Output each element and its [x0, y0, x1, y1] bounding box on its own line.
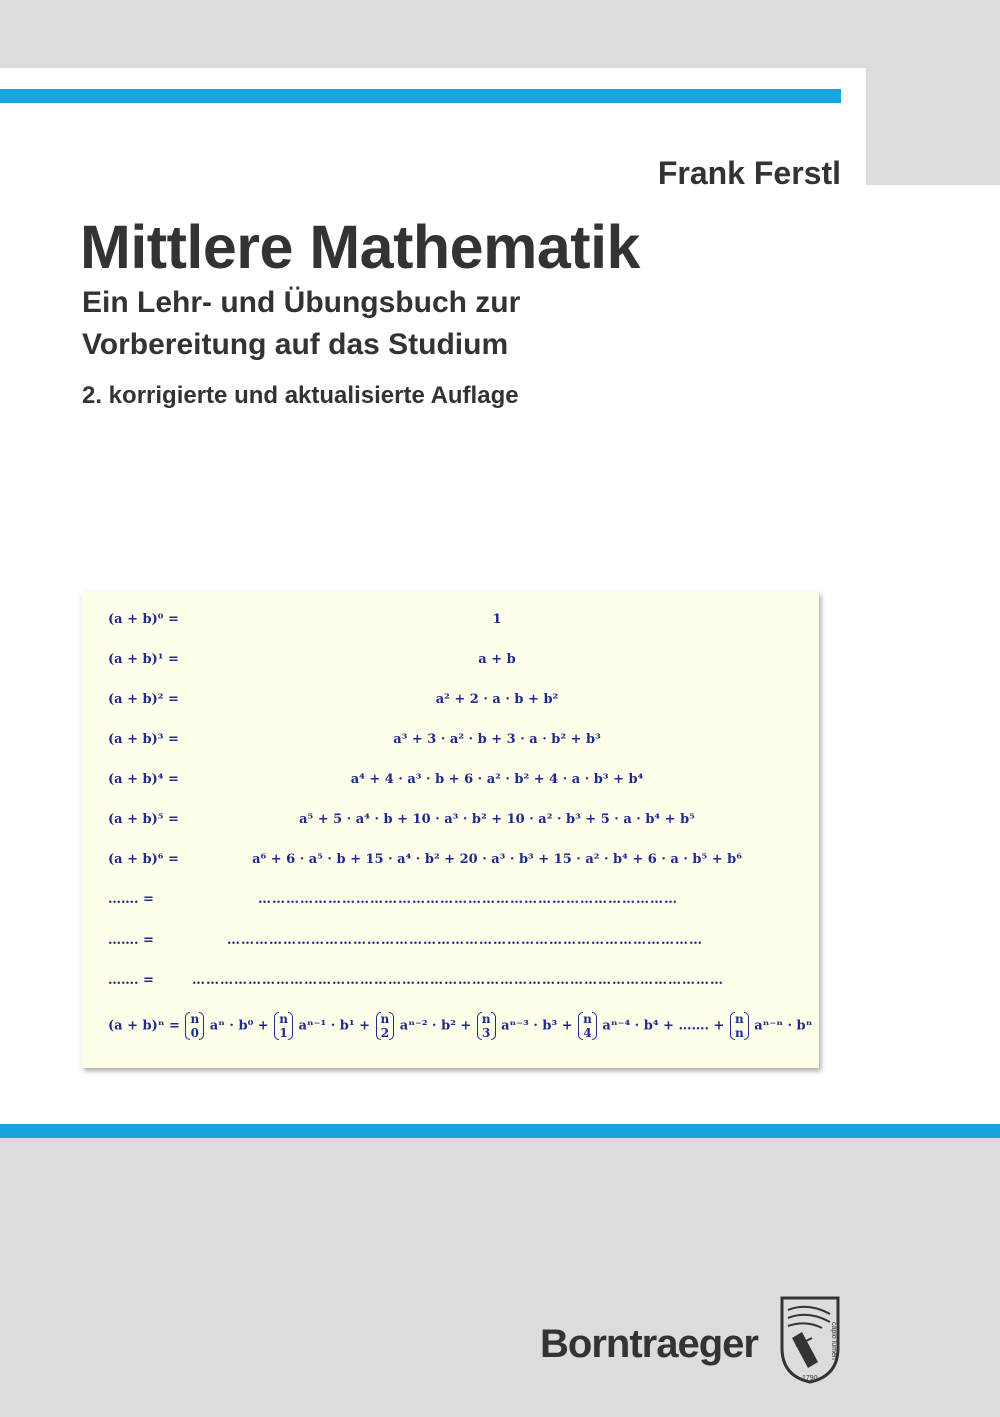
- subtitle-line-1: Ein Lehr- und Übungsbuch zur: [82, 286, 521, 319]
- formula-rhs: a² + 2 · a · b + b²: [435, 692, 559, 707]
- formula-row: [82, 852, 819, 876]
- dot-placeholder: …………………………………………………………………………………………: [227, 933, 703, 948]
- general-formula-row: [82, 1012, 819, 1048]
- publisher-logo-icon: [778, 1292, 842, 1386]
- formula-term: aⁿ⁻⁴ · b⁴ + ……. +: [602, 1018, 725, 1034]
- cover-sheet-extension: [866, 185, 1000, 1128]
- formula-rhs: a⁶ + 6 · a⁵ · b + 15 · a⁴ · b² + 20 · a³ · b³ + 15 · a² · b⁴ + 6 · a · b⁵ + b⁶: [252, 852, 742, 867]
- formula-term: aⁿ⁻¹ · b¹ +: [298, 1018, 370, 1034]
- formula-lhs: (a + b)ⁿ =: [108, 1018, 180, 1034]
- logo-motto: capio lumen: [830, 1322, 837, 1360]
- formula-row: [82, 732, 819, 756]
- formula-rhs: a + b: [478, 652, 516, 667]
- binomial-coefficient: n 3: [477, 1012, 496, 1040]
- formula-lhs: (a + b)³ =: [108, 732, 179, 747]
- formula-lhs: (a + b)⁵ =: [108, 812, 179, 827]
- formula-lhs: (a + b)² =: [108, 692, 179, 707]
- top-accent-stripe: [0, 89, 841, 103]
- formula-row: [82, 772, 819, 796]
- dot-row: [82, 973, 819, 997]
- formula-row: [82, 812, 819, 836]
- logo-year: 1790: [802, 1375, 818, 1382]
- general-binomial-formula: [108, 1012, 812, 1040]
- formula-lhs: ……. =: [108, 933, 154, 948]
- book-title: Mittlere Mathematik: [80, 213, 640, 281]
- formula-lhs: (a + b)⁶ =: [108, 852, 179, 867]
- formula-lhs: (a + b)⁴ =: [108, 772, 179, 787]
- binomial-coefficient: n 1: [274, 1012, 293, 1040]
- formula-lhs: ……. =: [108, 892, 154, 907]
- formula-term: aⁿ⁻³ · b³ +: [501, 1018, 573, 1034]
- edition-note: 2. korrigierte und aktualisierte Auflage: [82, 382, 519, 409]
- subtitle-line-2: Vorbereitung auf das Studium: [82, 328, 509, 361]
- binomial-coefficient: n 0: [185, 1012, 204, 1040]
- author-name: Frank Ferstl: [657, 155, 841, 191]
- formula-term: aⁿ⁻² · b² +: [399, 1018, 472, 1034]
- bottom-accent-stripe: [0, 1124, 1000, 1138]
- formula-rhs: a⁴ + 4 · a³ · b + 6 · a² · b² + 4 · a · b³ + b⁴: [350, 772, 644, 787]
- formula-term: aⁿ⁻ⁿ · bⁿ: [754, 1018, 813, 1034]
- dot-placeholder: ……………………………………………………………………………………………………: [192, 973, 724, 988]
- formula-rhs: a³ + 3 · a² · b + 3 · a · b² + b³: [393, 732, 601, 747]
- binomial-coefficient: n 2: [376, 1012, 395, 1040]
- formula-row: [82, 652, 819, 676]
- formula-lhs: (a + b)⁰ =: [108, 612, 179, 627]
- formula-rhs: a⁵ + 5 · a⁴ · b + 10 · a³ · b² + 10 · a² · b³ + 5 · a · b⁴ + b⁵: [299, 812, 695, 827]
- binomial-coefficient: n 4: [578, 1012, 597, 1040]
- dot-placeholder: ………………………………………………………………………………: [258, 892, 678, 907]
- formula-lhs: ……. =: [108, 973, 154, 988]
- dot-row: [82, 892, 819, 916]
- formula-term: aⁿ · b⁰ +: [209, 1018, 269, 1034]
- formula-row: [82, 612, 819, 636]
- publisher-name: Borntraeger: [540, 1322, 758, 1366]
- formula-lhs: (a + b)¹ =: [108, 652, 179, 667]
- formula-rhs: 1: [492, 612, 502, 627]
- dot-row: [82, 933, 819, 957]
- binomial-formula-panel: [82, 592, 819, 1068]
- binomial-coefficient: n n: [730, 1012, 749, 1040]
- formula-row: [82, 692, 819, 716]
